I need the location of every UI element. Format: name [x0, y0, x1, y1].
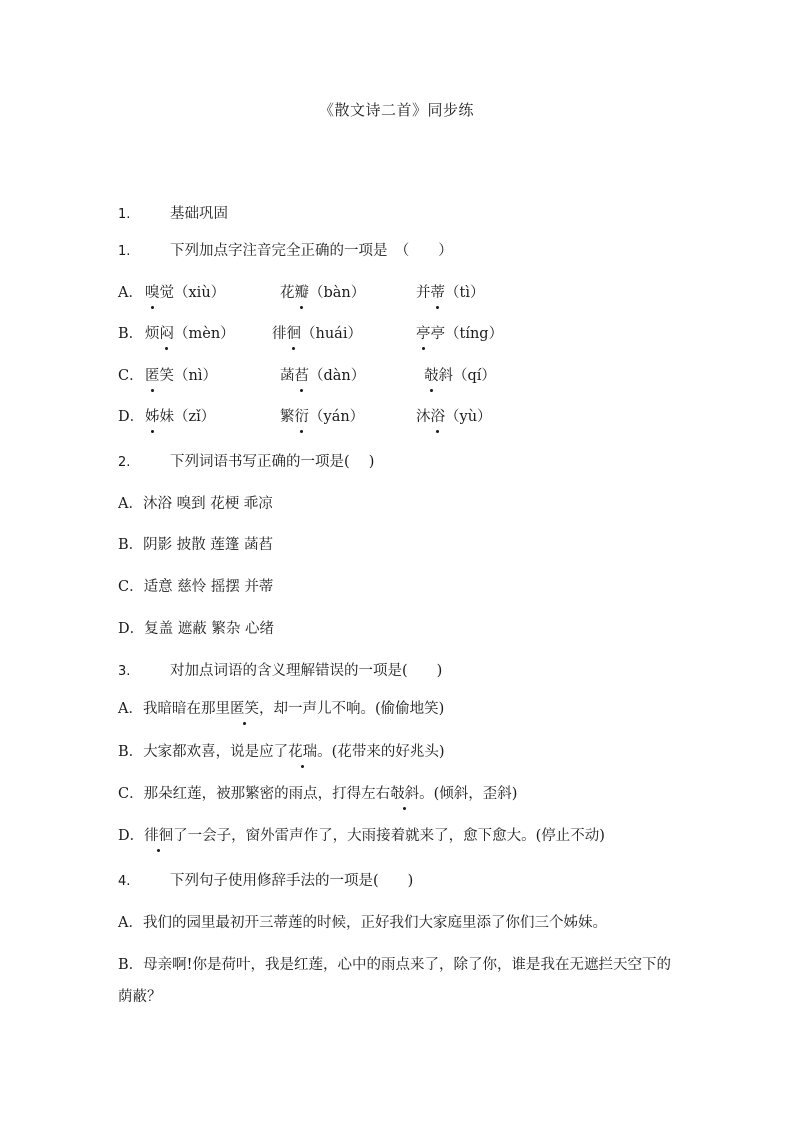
option-label: C． [118, 368, 144, 384]
dotted-char: 匿 [145, 368, 160, 384]
section-label: 基础巩固 [170, 206, 228, 222]
option-text: 适意 慈怜 摇摆 并蒂 [143, 579, 274, 595]
option-label: D． [118, 409, 145, 425]
option-label: A． [118, 915, 143, 931]
dotted-char: 浴 [430, 409, 445, 425]
option-label: B． [118, 326, 144, 342]
question-number: 3. [118, 664, 131, 679]
option-item: 繁衍（yán） [280, 409, 365, 425]
option-label: C． [118, 786, 144, 802]
question-text: 对加点词语的含义理解错误的一项是( ) [170, 663, 443, 679]
option-item: 嗅觉（xiù） [145, 285, 226, 301]
option-text: 沐浴 嗅到 花梗 乖凉 [142, 496, 273, 512]
dotted-word: 花瑞 [288, 744, 318, 760]
q3-option-b: B．大家都欢喜，说是应了花瑞。(花带来的好兆头) [118, 744, 445, 760]
question-text: 下列词语书写正确的一项是( ) [170, 454, 375, 470]
option-label: B． [118, 957, 144, 973]
option-item: 沐浴（yù） [416, 409, 492, 425]
option-text: 我们的园里最初开三蒂莲的时候，正好我们大家庭里添了你们三个姊妹。 [142, 915, 607, 931]
dotted-char: 衍 [294, 409, 309, 425]
option-item: 亭亭（tíng） [416, 326, 504, 342]
dotted-char: 徊 [286, 326, 301, 342]
question-2 [118, 452, 374, 473]
option-label: A． [118, 496, 143, 512]
option-text: 母亲啊!你是荷叶，我是红莲，心中的雨点来了，除了你，谁是我在无遮拦天空下的荫蔽？ [118, 957, 671, 1005]
option-item: 花瓣（bàn） [280, 285, 366, 301]
dotted-char: 瓣 [294, 285, 309, 301]
dotted-char: 攲 [424, 368, 439, 384]
q2-option-b [118, 535, 273, 555]
q1-option-b [118, 324, 538, 344]
question-3 [118, 661, 442, 682]
q2-option-d [118, 619, 274, 639]
dotted-char: 嗅 [145, 285, 160, 301]
dotted-word: 攲斜 [390, 786, 420, 802]
question-number: 2. [118, 455, 131, 470]
section-number: 1. [118, 207, 131, 222]
section-heading [118, 204, 228, 225]
q3-option-a: A．我暗暗在那里匿笑，却一声儿不响。(偷偷地笑) [118, 701, 445, 717]
question-4 [118, 871, 413, 892]
option-item: 攲斜（qí） [424, 368, 496, 384]
option-label: D． [118, 828, 145, 844]
option-item: 匿笑（nì） [145, 368, 217, 384]
question-text: 下列句子使用修辞手法的一项是( ) [170, 873, 414, 889]
dotted-char: 姊 [145, 409, 160, 425]
document-title: 《散文诗二首》同步练 [318, 101, 474, 119]
option-text: 复盖 遮蔽 繁杂 心绪 [144, 621, 274, 637]
option-label: A． [118, 701, 143, 717]
q4-option-a [118, 913, 607, 933]
q2-option-a [118, 494, 273, 514]
option-label: A． [118, 285, 143, 301]
q4-option-b [118, 949, 678, 1013]
option-item: 姊妹（zǐ） [145, 409, 216, 425]
question-1 [118, 241, 453, 262]
question-number: 1. [118, 244, 131, 259]
option-label: B． [118, 744, 144, 760]
option-item: 烦闷（mèn） [145, 326, 235, 342]
dotted-char: 萏 [294, 368, 309, 384]
dotted-char: 蒂 [430, 285, 445, 301]
q3-option-d: D．徘徊了一会子，窗外雷声作了，大雨接着就来了，愈下愈大。(停止不动) [118, 828, 605, 844]
dotted-word: 匿笑 [229, 701, 259, 717]
dotted-word: 徘徊 [144, 828, 174, 844]
q1-option-a [118, 283, 538, 303]
dotted-char: 亭 [416, 326, 431, 342]
option-label: B． [118, 537, 144, 553]
q3-option-c: C．那朵红莲，被那繁密的雨点，打得左右攲斜。(倾斜，歪斜) [118, 786, 518, 802]
option-label: C． [118, 579, 144, 595]
q1-option-d [118, 407, 538, 427]
option-item: 菡萏（dàn） [280, 368, 366, 384]
option-item: 徘徊（huái） [272, 326, 362, 342]
option-label: D． [118, 621, 145, 637]
dotted-char: 闷 [159, 326, 174, 342]
question-text: 下列加点字注音完全正确的一项是 （ ） [170, 243, 453, 259]
q2-option-c [118, 577, 273, 597]
option-item: 并蒂（tì） [416, 285, 485, 301]
question-number: 4. [118, 874, 131, 889]
q1-option-c [118, 366, 538, 386]
option-text: 阴影 披散 莲篷 菡萏 [143, 537, 273, 553]
